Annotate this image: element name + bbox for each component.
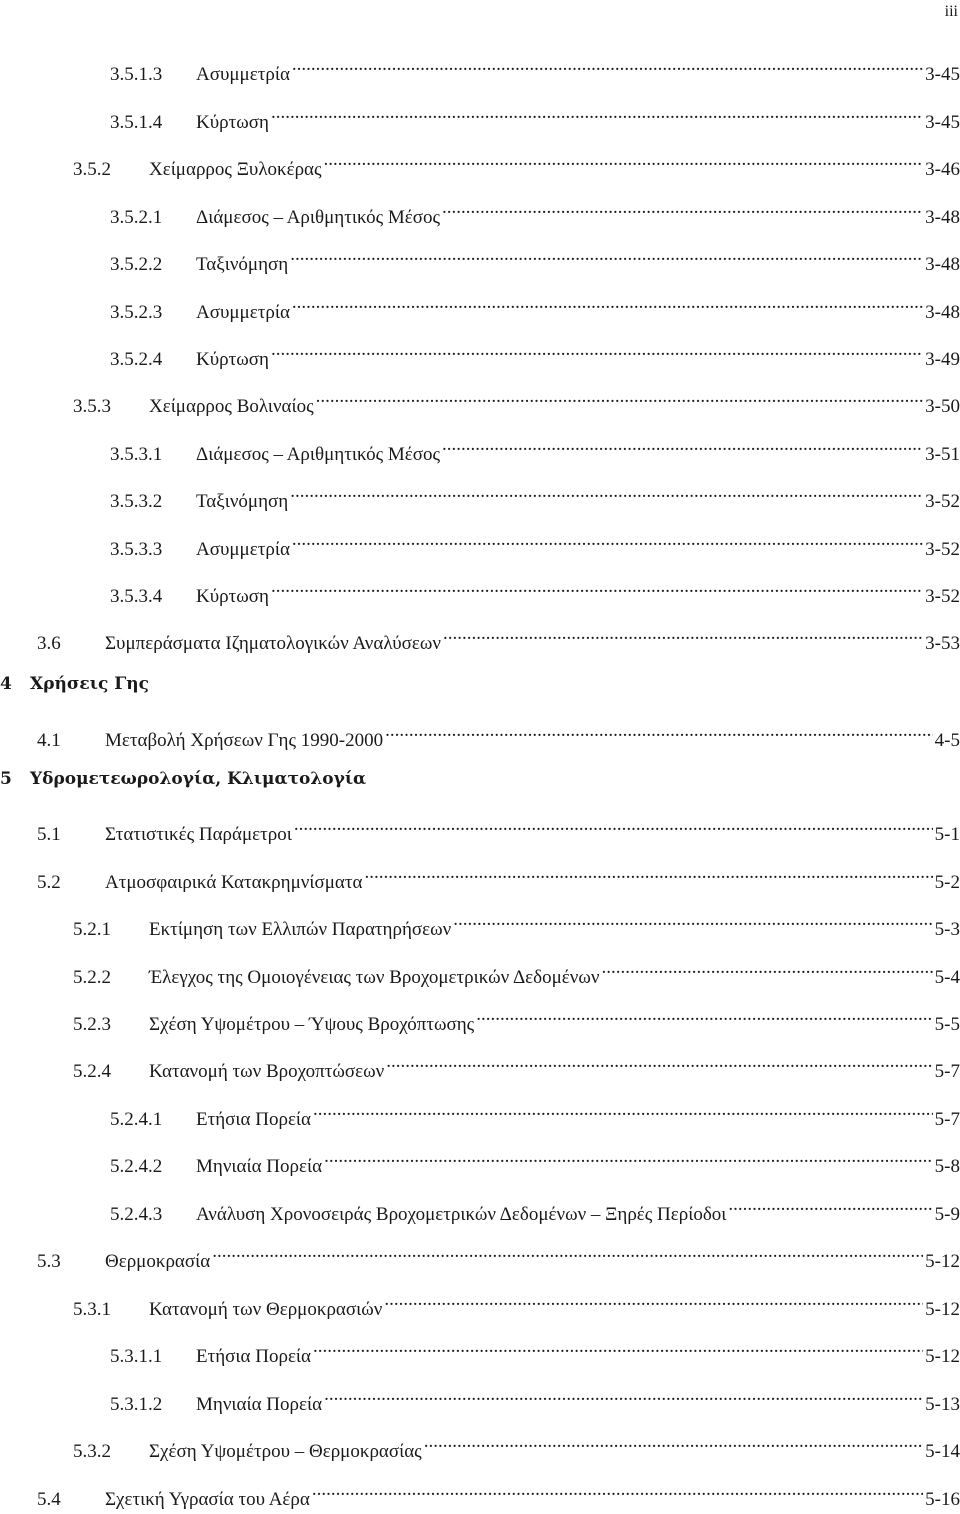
toc-entry[interactable] — [110, 1097, 960, 1130]
toc-entry-title: Μηνιαία Πορεία — [196, 1156, 323, 1177]
toc-entry-page: 5-3 — [934, 919, 960, 940]
toc-entry-title: Σχέση Υψομέτρου – Ύψους Βροχόπτωσης — [149, 1014, 475, 1035]
toc-dot-leader — [324, 1382, 923, 1410]
toc-dot-leader — [384, 1287, 923, 1315]
toc-entry-page: 5-4 — [934, 967, 960, 988]
toc-entry-page: 3-48 — [925, 302, 960, 323]
toc-dot-leader — [601, 955, 932, 983]
toc-entry-number: 3.5.2.3 — [110, 302, 163, 323]
toc-entry[interactable] — [110, 337, 960, 370]
toc-entry-number: 5.2.4.3 — [110, 1204, 163, 1225]
toc-entry-page: 5-13 — [925, 1394, 960, 1415]
toc-entry-title: Κύρτωση — [196, 349, 269, 370]
toc-entry[interactable] — [73, 1049, 960, 1082]
toc-entry-page: 3-52 — [925, 586, 960, 607]
toc-entry[interactable] — [110, 195, 960, 228]
toc-dot-leader — [212, 1239, 923, 1267]
toc-entry[interactable] — [110, 432, 960, 465]
toc-entry-page: 5-14 — [925, 1441, 960, 1462]
toc-chapter-heading[interactable] — [0, 765, 366, 793]
toc-entry[interactable] — [110, 1334, 960, 1367]
toc-entry-number: 5.1 — [37, 824, 61, 845]
toc-entry[interactable] — [73, 147, 960, 180]
toc-entry-number: 5.3.1.1 — [110, 1346, 163, 1367]
toc-entry-number: 5.2.2 — [73, 967, 111, 988]
toc-entry-title: Ταξινόμηση — [196, 491, 289, 512]
toc-entry[interactable] — [110, 479, 960, 512]
toc-entry[interactable] — [110, 290, 960, 323]
toc-entry-title: Εκτίμηση των Ελλιπών Παρατηρήσεων — [149, 919, 452, 940]
toc-entry-number: 4.1 — [37, 730, 61, 751]
toc-dot-leader — [312, 1477, 923, 1505]
toc-entry-page: 3-49 — [925, 349, 960, 370]
toc-entry-number: 3.5.3.1 — [110, 444, 163, 465]
toc-entry[interactable] — [110, 574, 960, 607]
toc-chapter-heading[interactable] — [0, 670, 149, 698]
toc-entry-page: 3-48 — [925, 254, 960, 275]
toc-entry-title: Σχέση Υψομέτρου – Θερμοκρασίας — [149, 1441, 422, 1462]
toc-entry-title: Ετήσια Πορεία — [196, 1346, 311, 1367]
toc-entry-page: 3-53 — [925, 633, 960, 654]
toc-entry-title: Ανάλυση Χρονοσειράς Βροχομετρικών Δεδομένων – Ξηρές Περίοδοι — [196, 1204, 727, 1225]
toc-entry-title: Μεταβολή Χρήσεων Γης 1990-2000 — [105, 730, 384, 751]
toc-entry-number: 3.5.3 — [73, 396, 111, 417]
toc-entry-title: Χείμαρρος Ξυλοκέρας — [149, 159, 322, 180]
toc-entry[interactable] — [37, 860, 960, 893]
toc-entry-title: Έλεγχος της Ομοιογένειας των Βροχομετρικών Δεδομένων — [149, 967, 600, 988]
toc-entry-title: Ατμοσφαιρικά Κατακρημνίσματα — [105, 872, 363, 893]
toc-dot-leader — [271, 100, 923, 128]
toc-entry[interactable] — [73, 907, 960, 940]
page-number: iii — [944, 3, 958, 20]
toc-entry-page: 3-48 — [925, 207, 960, 228]
toc-dot-leader — [290, 242, 923, 270]
toc-entry-title: Ετήσια Πορεία — [196, 1109, 311, 1130]
toc-entry-number: 3.5.2.2 — [110, 254, 163, 275]
toc-entry[interactable] — [110, 1382, 960, 1415]
toc-entry-number: 3.5.1.3 — [110, 64, 163, 85]
toc-entry-title: Σχετική Υγρασία του Αέρα — [105, 1489, 310, 1510]
toc-entry-number: 3.6 — [37, 633, 61, 654]
toc-entry-page: 5-9 — [934, 1204, 960, 1225]
toc-dot-leader — [386, 1049, 932, 1077]
toc-entry-number: 3.5.3.2 — [110, 491, 163, 512]
toc-entry-page: 3-52 — [925, 539, 960, 560]
toc-dot-leader — [728, 1192, 932, 1220]
toc-entry-title: Υδρομετεωρολογία, Κλιματολογία — [30, 769, 367, 789]
toc-entry-number: 5.3.2 — [73, 1441, 111, 1462]
toc-dot-leader — [442, 432, 923, 460]
toc-entry[interactable] — [37, 1239, 960, 1272]
toc-entry-title: Κατανομή των Βροχοπτώσεων — [149, 1061, 385, 1082]
toc-entry-page: 3-45 — [925, 112, 960, 133]
toc-entry-number: 3.5.1.4 — [110, 112, 163, 133]
toc-dot-leader — [313, 1334, 923, 1362]
toc-entry-page: 5-12 — [925, 1346, 960, 1367]
toc-entry-page: 4-5 — [934, 730, 960, 751]
toc-entry[interactable] — [37, 621, 960, 654]
toc-dot-leader — [292, 527, 923, 555]
toc-entry-number: 5.2.4.1 — [110, 1109, 163, 1130]
toc-entry-title: Θερμοκρασία — [105, 1251, 211, 1272]
toc-entry-title: Κύρτωση — [196, 112, 269, 133]
toc-entry-number: 5.3.1.2 — [110, 1394, 163, 1415]
toc-entry[interactable] — [73, 384, 960, 417]
toc-dot-leader — [385, 718, 933, 746]
toc-entry-number: 3.5.2.4 — [110, 349, 163, 370]
toc-entry[interactable] — [37, 1477, 960, 1510]
toc-entry[interactable] — [73, 955, 960, 988]
toc-entry-title: Ασυμμετρία — [196, 64, 290, 85]
toc-dot-leader — [364, 860, 932, 888]
toc-entry[interactable] — [110, 527, 960, 560]
toc-dot-leader — [290, 479, 923, 507]
toc-entry-number: 5.2.3 — [73, 1014, 111, 1035]
toc-dot-leader — [453, 907, 932, 935]
toc-entry-number: 5.4 — [37, 1489, 61, 1510]
toc-dot-leader — [294, 812, 933, 840]
toc-dot-leader — [324, 147, 924, 175]
toc-entry-title: Συμπεράσματα Ιζηματολογικών Αναλύσεων — [105, 633, 441, 654]
toc-dot-leader — [316, 384, 924, 412]
toc-entry-title: Ασυμμετρία — [196, 539, 290, 560]
toc-entry-page: 3-45 — [925, 64, 960, 85]
toc-entry-page: 5-1 — [934, 824, 960, 845]
toc-entry[interactable] — [37, 718, 960, 751]
toc-entry-number: 3.5.2.1 — [110, 207, 163, 228]
toc-dot-leader — [271, 337, 923, 365]
toc-entry-page: 3-50 — [925, 396, 960, 417]
toc-entry-number: 5.3 — [37, 1251, 61, 1272]
toc-dot-leader — [324, 1144, 933, 1172]
toc-entry-page: 5-12 — [925, 1299, 960, 1320]
toc-entry-title: Στατιστικές Παράμετροι — [105, 824, 292, 845]
toc-dot-leader — [443, 621, 923, 649]
toc-entry-title: Διάμεσος – Αριθμητικός Μέσος — [196, 207, 441, 228]
toc-entry[interactable] — [73, 1287, 960, 1320]
toc-entry-title: Χείμαρρος Βολιναίος — [149, 396, 314, 417]
toc-entry-title: Χρήσεις Γης — [30, 674, 149, 694]
toc-entry-title: Μηνιαία Πορεία — [196, 1394, 323, 1415]
toc-entry-number: 5.3.1 — [73, 1299, 111, 1320]
toc-dot-leader — [476, 1002, 932, 1030]
toc-entry-page: 5-7 — [934, 1109, 960, 1130]
toc-entry-title: Ασυμμετρία — [196, 302, 290, 323]
toc-entry[interactable] — [37, 812, 960, 845]
toc-dot-leader — [442, 195, 923, 223]
toc-entry[interactable] — [110, 100, 960, 133]
toc-entry-page: 5-2 — [934, 872, 960, 893]
toc-entry[interactable] — [110, 242, 960, 275]
toc-entry-page: 5-5 — [934, 1014, 960, 1035]
toc-entry-number: 4 — [0, 674, 12, 694]
toc-entry-page: 5-16 — [925, 1489, 960, 1510]
toc-entry-number: 3.5.2 — [73, 159, 111, 180]
toc-entry-page: 3-52 — [925, 491, 960, 512]
toc-entry-title: Κύρτωση — [196, 586, 269, 607]
toc-entry-number: 5 — [0, 769, 12, 789]
toc-entry-page: 5-8 — [934, 1156, 960, 1177]
toc-entry-number: 5.2.4 — [73, 1061, 111, 1082]
toc-entry[interactable] — [73, 1429, 960, 1462]
toc-entry[interactable] — [73, 1002, 960, 1035]
toc-dot-leader — [292, 290, 923, 318]
toc-entry-number: 3.5.3.4 — [110, 586, 163, 607]
toc-dot-leader — [313, 1097, 933, 1125]
toc-dot-leader — [292, 52, 923, 80]
toc-dot-leader — [424, 1429, 923, 1457]
toc-entry-page: 5-7 — [934, 1061, 960, 1082]
toc-entry[interactable] — [110, 1192, 960, 1225]
toc-entry-page: 3-51 — [925, 444, 960, 465]
toc-entry-number: 5.2 — [37, 872, 61, 893]
toc-entry[interactable] — [110, 52, 960, 85]
toc-entry-number: 5.2.4.2 — [110, 1156, 163, 1177]
toc-entry[interactable] — [110, 1144, 960, 1177]
toc-entry-title: Διάμεσος – Αριθμητικός Μέσος — [196, 444, 441, 465]
toc-dot-leader — [271, 574, 923, 602]
toc-entry-number: 3.5.3.3 — [110, 539, 163, 560]
toc-entry-title: Κατανομή των Θερμοκρασιών — [149, 1299, 383, 1320]
toc-entry-number: 5.2.1 — [73, 919, 111, 940]
toc-entry-page: 5-12 — [925, 1251, 960, 1272]
toc-entry-page: 3-46 — [925, 159, 960, 180]
toc-entry-title: Ταξινόμηση — [196, 254, 289, 275]
